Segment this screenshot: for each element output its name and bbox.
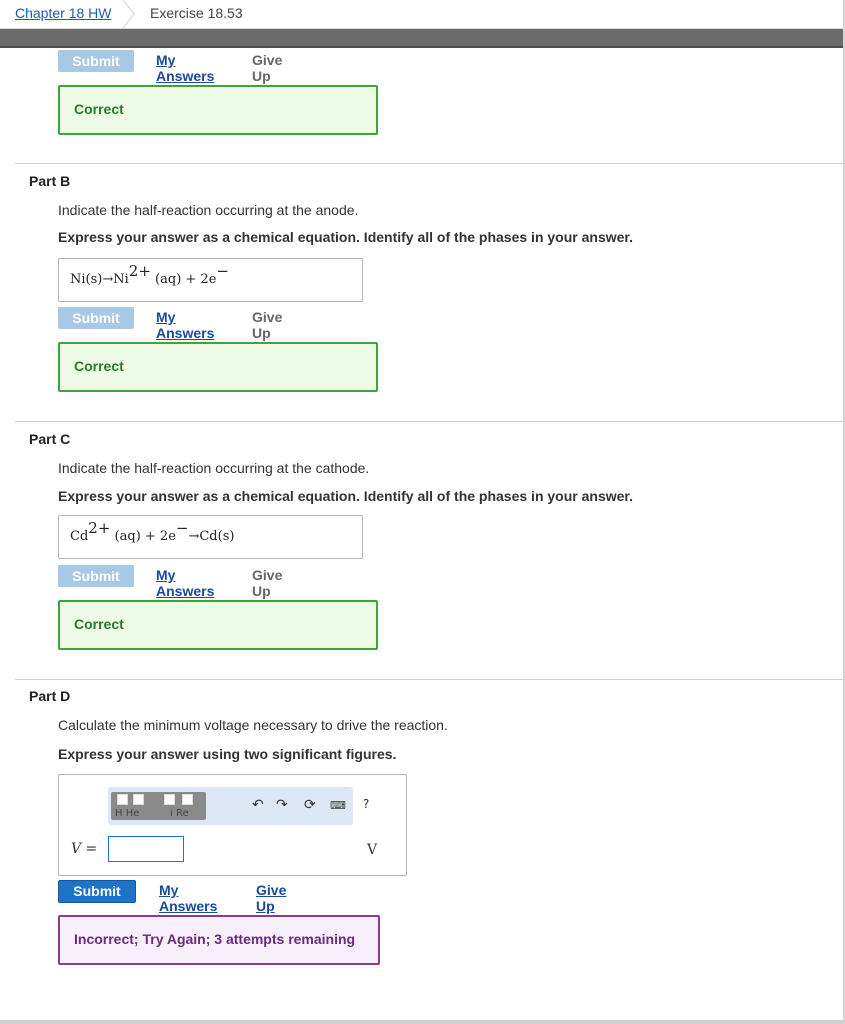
part-b-directive: Express your answer as a chemical equation. Identify all of the phases in your answer. [58, 229, 633, 245]
part-c-my-answers-link[interactable]: My Answers [156, 567, 215, 599]
part-b-feedback-correct [58, 342, 378, 392]
part-c-answer-equation: $Cd^{2+}$ (aq) + 2e−→Cd(s) [70, 518, 235, 544]
template-square-icon [133, 794, 144, 805]
part-c-directive: Express your answer as a chemical equation. Identify all of the phases in your answer. [58, 488, 633, 504]
header-bar [0, 29, 845, 48]
part-b-instruction: Indicate the half-reaction occurring at the anode. [58, 202, 359, 218]
part-d-give-up-link[interactable]: Give Up [256, 882, 287, 914]
part-b-answer-equation: $Ni(s)\to Ni^{2+}$ (aq) + 2e− [70, 261, 229, 287]
template-button-1[interactable] [111, 792, 161, 820]
part-b-title: Part B [29, 173, 71, 189]
help-icon[interactable]: ? [363, 797, 370, 811]
part-c-give-up-link[interactable]: Give Up [252, 567, 283, 599]
part-a-my-answers-link[interactable]: My Answers [156, 52, 215, 84]
math-toolbar [108, 787, 370, 825]
part-b-give-up-link[interactable]: Give Up [252, 309, 283, 341]
undo-icon[interactable]: ↶ [252, 797, 264, 813]
template-square-icon [117, 794, 128, 805]
part-c-instruction: Indicate the half-reaction occurring at the cathode. [58, 460, 370, 476]
divider [15, 679, 845, 680]
template-button-2[interactable] [156, 792, 206, 820]
part-a-feedback-correct [58, 85, 378, 135]
part-d-directive: Express your answer using two significant figures. [58, 746, 397, 762]
template-square-icon [164, 794, 175, 805]
template-1-label: H He [115, 808, 140, 819]
part-a-give-up-link[interactable]: Give Up [252, 52, 283, 84]
part-d-title: Part D [29, 688, 71, 704]
divider [15, 421, 845, 422]
reset-icon[interactable]: ⟳ [304, 797, 316, 813]
part-d-instruction: Calculate the minimum voltage necessary to drive the reaction. [58, 717, 448, 733]
part-d-answer-panel [58, 774, 407, 876]
voltage-input[interactable] [108, 836, 184, 862]
part-d-feedback-incorrect [58, 915, 380, 965]
redo-icon[interactable]: ↷ [276, 797, 288, 813]
divider [15, 163, 845, 164]
feedback-text: Correct [74, 616, 124, 632]
unit-label: V [367, 842, 378, 858]
variable-label: V = [71, 841, 98, 857]
part-b-submit-button[interactable]: Submit [58, 307, 134, 329]
template-2-label: i Re [170, 808, 189, 819]
part-a-submit-button[interactable]: Submit [58, 50, 134, 72]
part-c-submit-button[interactable]: Submit [58, 565, 134, 587]
feedback-text: Incorrect; Try Again; 3 attempts remaining [74, 931, 356, 947]
breadcrumb-exercise: Exercise 18.53 [150, 5, 243, 21]
feedback-text: Correct [74, 358, 124, 374]
page-bottom-border [0, 1020, 845, 1024]
breadcrumb [0, 0, 845, 29]
part-c-title: Part C [29, 431, 71, 447]
feedback-text: Correct [74, 101, 124, 117]
part-c-answer-box[interactable] [58, 515, 363, 559]
breadcrumb-separator-icon [122, 0, 136, 28]
keyboard-icon[interactable]: ⌨ [330, 799, 346, 812]
part-d-my-answers-link[interactable]: My Answers [159, 882, 218, 914]
part-c-feedback-correct [58, 600, 378, 650]
part-d-submit-button[interactable]: Submit [58, 880, 136, 903]
part-b-answer-box[interactable] [58, 258, 363, 302]
part-b-my-answers-link[interactable]: My Answers [156, 309, 215, 341]
breadcrumb-chapter-link[interactable]: Chapter 18 HW [15, 5, 112, 21]
template-square-icon [182, 794, 193, 805]
